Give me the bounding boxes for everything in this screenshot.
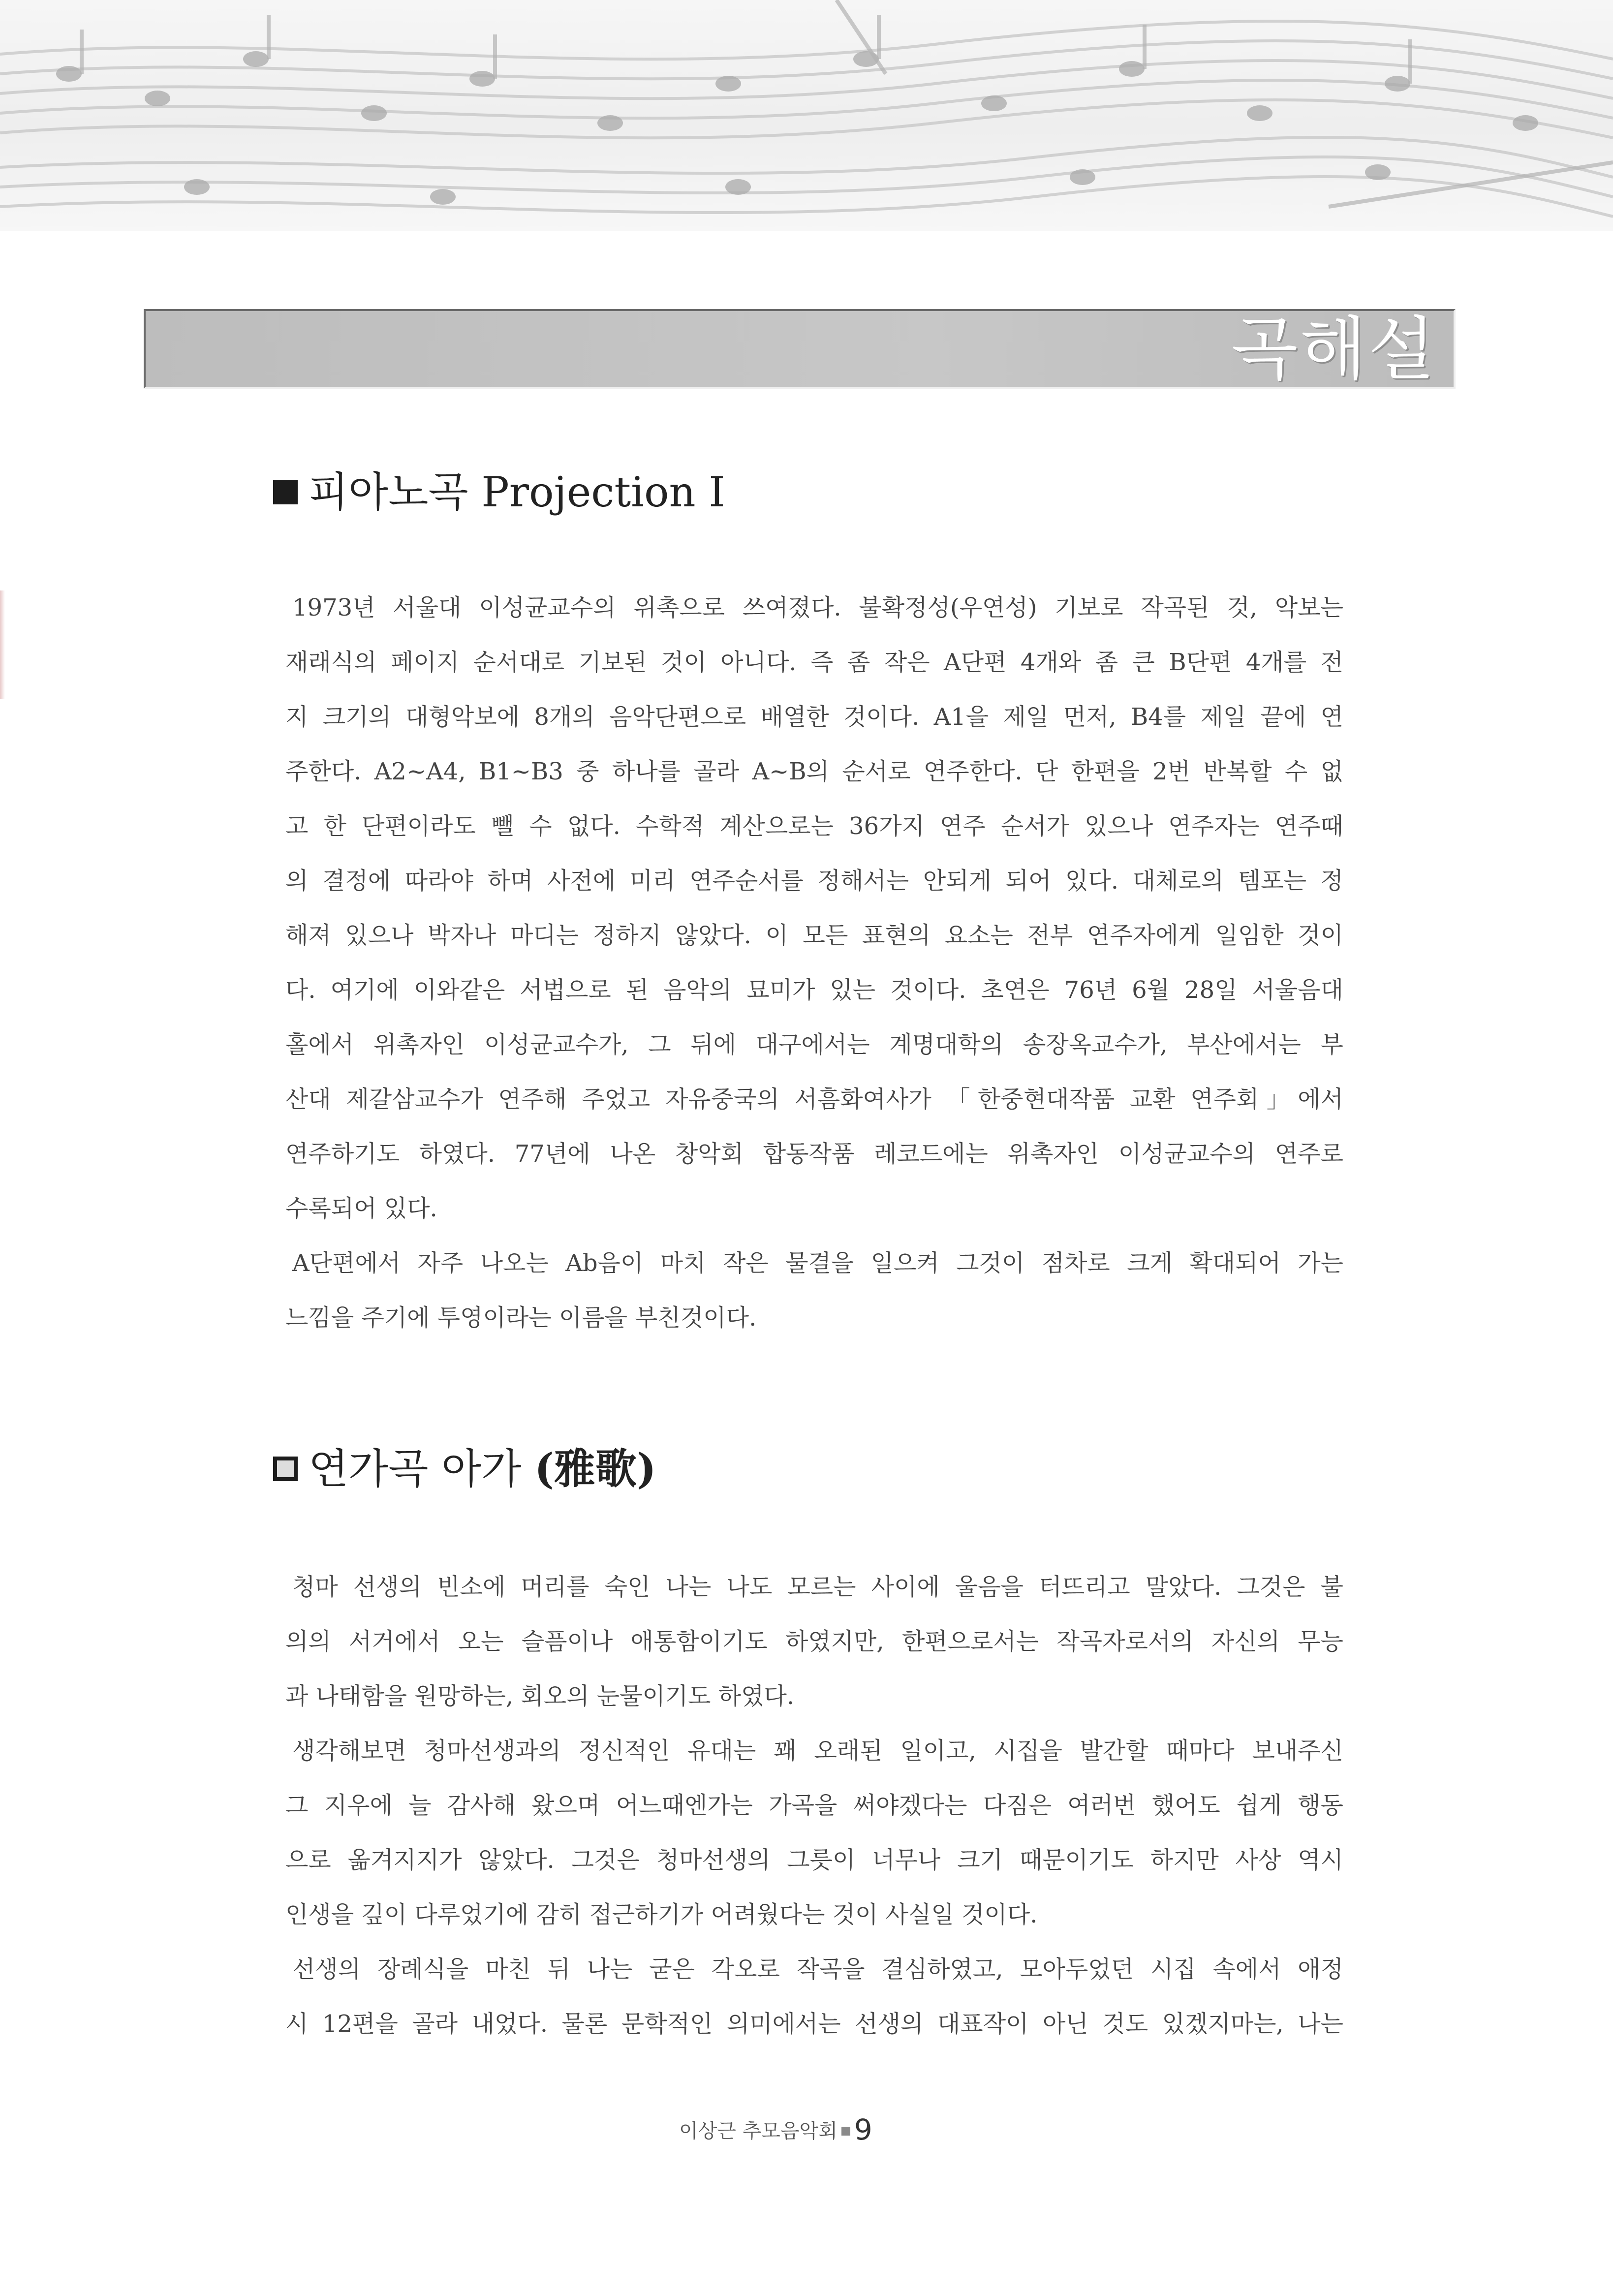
- page-title: 곡해설: [1231, 310, 1437, 390]
- body-line: 산대 제갈삼교수가 연주해 주었고 자유중국의 서흠화여사가 「한중현대작품 교환 연주회」에서: [285, 1086, 1343, 1113]
- body-line: 으로 옮겨지지가 않았다. 그것은 청마선생의 그릇이 너무나 크기 때문이기도 하지만 사상 역시: [285, 1846, 1343, 1874]
- body-line: 인생을 깊이 다루었기에 감히 접근하기가 어려웠다는 것이 사실일 것이다.: [285, 1901, 1038, 1928]
- heading-text: 피아노곡 Projection I: [309, 468, 725, 516]
- footer-text: 이상근 추모음악회: [679, 2120, 838, 2142]
- square-bullet-icon: [273, 1457, 298, 1481]
- page-edge-mark: [0, 590, 5, 699]
- body-line: 의 결정에 따라야 하며 사전에 미리 연주순서를 정해서는 안되게 되어 있다. 대체로의 템포는 정: [285, 867, 1343, 895]
- header-banner: [0, 0, 1613, 231]
- body-line: 다. 여기에 이와같은 서법으로 된 음악의 묘미가 있는 것이다. 초연은 76년 6월 28일 서울음대: [285, 976, 1343, 1004]
- body-line: 과 나태함을 원망하는, 회오의 눈물이기도 하였다.: [285, 1682, 795, 1710]
- footer-square-icon: [841, 2127, 850, 2136]
- body-line: 시 12편을 골라 내었다. 물론 문학적인 의미에서는 선생의 대표작이 아닌 것도 있겠지마는, 나는: [285, 2010, 1343, 2038]
- body-line: 선생의 장례식을 마친 뒤 나는 굳은 각오로 작곡을 결심하였고, 모아두었던 시집 속에서 애정: [292, 1955, 1343, 1983]
- sheet-music-icon: [0, 0, 1613, 231]
- section-heading-projection: [273, 465, 725, 519]
- body-line: 고 한 단편이라도 뺄 수 없다. 수학적 계산으로는 36가지 연주 순서가 있으나 연주자는 연주때: [285, 812, 1343, 840]
- body-line: A단편에서 자주 나오는 Ab음이 마치 작은 물결을 일으켜 그것이 점차로 크게 확대되어 가는: [292, 1249, 1343, 1277]
- body-line: 재래식의 페이지 순서대로 기보된 것이 아니다. 즉 좀 작은 A단편 4개와 좀 큰 B단편 4개를 전: [285, 649, 1343, 676]
- section-body-aga: [285, 1560, 1343, 2051]
- body-line: 청마 선생의 빈소에 머리를 숙인 나는 나도 모르는 사이에 울음을 터뜨리고 말았다. 그것은 불: [292, 1573, 1343, 1601]
- body-line: 의의 서거에서 오는 슬픔이나 애통함이기도 하였지만, 한편으로서는 작곡자로서의 자신의 무능: [285, 1628, 1343, 1655]
- body-line: 수록되어 있다.: [285, 1195, 437, 1222]
- body-line: 해져 있으나 박자나 마디는 정하지 않았다. 이 모든 표현의 요소는 전부 연주자에게 일임한 것이: [285, 922, 1343, 949]
- body-line: 연주하기도 하였다. 77년에 나온 창악회 합동작품 레코드에는 위촉자인 이성균교수의 연주로: [285, 1140, 1343, 1168]
- body-line: 홀에서 위촉자인 이성균교수가, 그 뒤에 대구에서는 계명대학의 송장옥교수가, 부산에서는 부: [285, 1031, 1343, 1058]
- body-line: 느낌을 주기에 투영이라는 이름을 부친것이다.: [285, 1304, 757, 1332]
- body-line: 주한다. A2~A4, B1~B3 중 하나를 골라 A~B의 순서로 연주한다. 단 한편을 2번 반복할 수 없: [285, 758, 1343, 785]
- page-footer: [679, 2115, 872, 2146]
- square-bullet-icon: [273, 480, 298, 504]
- heading-hanja: (雅歌): [534, 1444, 656, 1493]
- body-line: 생각해보면 청마선생과의 정신적인 유대는 꽤 오래된 일이고, 시집을 발간할 때마다 보내주신: [292, 1737, 1343, 1765]
- section-title-bar: [144, 309, 1456, 389]
- body-line: 그 지우에 늘 감사해 왔으며 어느때엔가는 가곡을 써야겠다는 다짐은 여러번 했어도 쉽게 행동: [285, 1792, 1343, 1819]
- heading-text: 연가곡 아가: [309, 1445, 535, 1493]
- section-body-projection: [285, 581, 1343, 1345]
- body-line: 지 크기의 대형악보에 8개의 음악단편으로 배열한 것이다. A1을 제일 먼저, B4를 제일 끝에 연: [285, 703, 1343, 731]
- page-number: 9: [854, 2113, 872, 2146]
- section-heading-aga: [273, 1442, 656, 1496]
- body-line: 1973년 서울대 이성균교수의 위촉으로 쓰여졌다. 불확정성(우연성) 기보로 작곡된 것, 악보는: [292, 594, 1343, 621]
